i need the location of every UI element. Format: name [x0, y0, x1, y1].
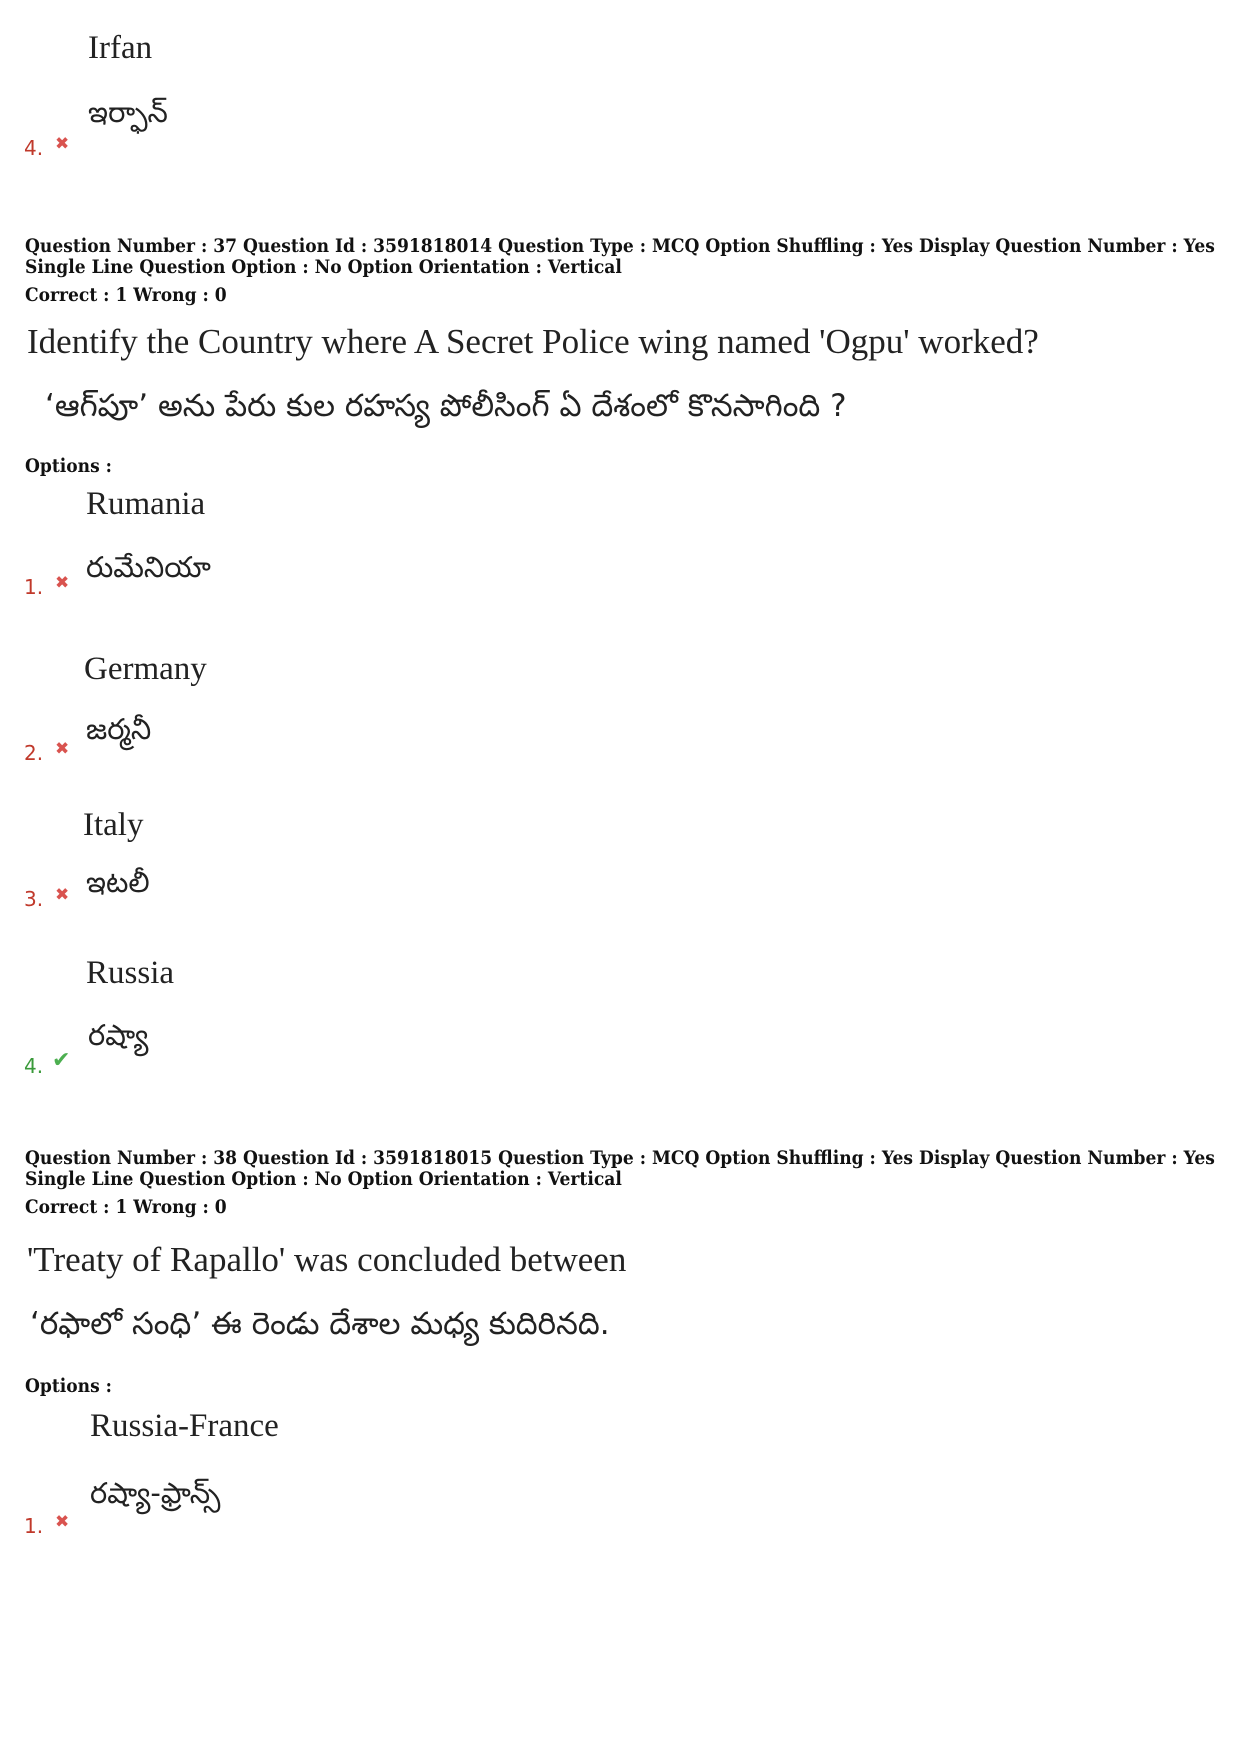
option-english: Irfan — [88, 30, 153, 66]
option-english: Italy — [83, 807, 144, 843]
option-number: 4. — [24, 1054, 44, 1078]
option-number: 1. — [24, 1514, 44, 1538]
question-marks: Correct : 1 Wrong : 0 — [25, 284, 227, 306]
question-text-english: Identify the Country where A Secret Police wing named 'Ogpu' worked? — [27, 322, 1039, 361]
wrong-mark-icon: ✖ — [55, 739, 70, 759]
options-label: Options : — [25, 1375, 112, 1397]
option-telugu: జర్మనీ — [86, 712, 152, 746]
option-telugu: ఇర్ఫాన్ — [88, 95, 168, 129]
wrong-mark-icon: ✖ — [55, 885, 70, 905]
option-telugu: రష్యా — [88, 1018, 149, 1052]
question-text-telugu: ‘ఆగ్‌పూ’ అను పేరు కుల రహస్య పోలీసింగ్ ఏ దేశంలో కొనసాగింది ? — [45, 388, 847, 424]
option-english: Russia-France — [90, 1408, 279, 1444]
option-english: Russia — [86, 955, 175, 991]
question-text-english: 'Treaty of Rapallo' was concluded between — [27, 1240, 627, 1279]
question-meta: Question Number : 37 Question Id : 3591818014 Question Type : MCQ Option Shuffling : Yes Display Question Number : Yes — [25, 235, 1215, 257]
option-english: Germany — [84, 651, 207, 687]
option-telugu: రుమేనియా — [86, 550, 211, 584]
option-number: 4. — [24, 136, 44, 160]
options-label: Options : — [25, 455, 112, 477]
wrong-mark-icon: ✖ — [55, 134, 70, 154]
question-text-telugu: ‘రఫాలో సంధి’ ఈ రెండు దేశాల మధ్య కుదిరినది. — [30, 1306, 610, 1342]
option-telugu: రష్యా-ఫ్రాన్స్ — [90, 1476, 221, 1510]
option-number: 2. — [24, 741, 44, 765]
question-meta: Question Number : 38 Question Id : 3591818015 Question Type : MCQ Option Shuffling : Yes Display Question Number : Yes — [25, 1147, 1215, 1169]
option-number: 3. — [24, 887, 44, 911]
question-marks: Correct : 1 Wrong : 0 — [25, 1196, 227, 1218]
question-meta-line2: Single Line Question Option : No Option Orientation : Vertical — [25, 1168, 622, 1190]
question-meta-line2: Single Line Question Option : No Option Orientation : Vertical — [25, 256, 622, 278]
option-number: 1. — [24, 575, 44, 599]
option-english: Rumania — [86, 486, 206, 522]
option-telugu: ఇటలీ — [86, 865, 150, 899]
wrong-mark-icon: ✖ — [55, 573, 70, 593]
correct-check-icon: ✔ — [52, 1048, 71, 1073]
wrong-mark-icon: ✖ — [55, 1512, 70, 1532]
